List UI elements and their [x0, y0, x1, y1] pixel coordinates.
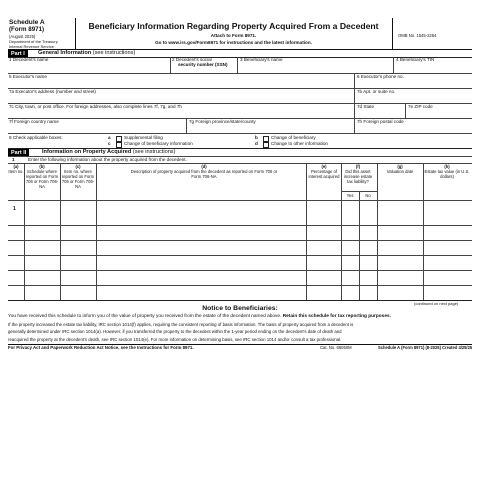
form-number: (Form 8971): [9, 26, 45, 33]
field-decedent-ssn: 2 Decedent's social: [172, 57, 212, 62]
col-g-text: Valuation date: [386, 169, 414, 174]
privacy-notice: For Privacy Act and Paperwork Reduction Act Notice, see the Instructions for Form 8971.: [8, 345, 194, 350]
checkbox-d-letter: d: [255, 141, 258, 146]
table-row: [8, 240, 472, 241]
notice-line-3: generally determined under IRC section 1014(a). However, if you transferred the property to the decedent within the 1-year period ending on the decedent's date of death and: [8, 329, 342, 334]
col-b-text: Schedule where reported on Form 706 or Form 706-NA: [25, 169, 59, 189]
col-g-letter: (g): [397, 164, 403, 169]
part2-title-text: Information on Property Acquired: [42, 149, 132, 155]
col-h-text: Estate tax value (in U.S. dollars): [424, 169, 470, 179]
catalog-number: Cat. No. 66050M: [320, 345, 352, 350]
part1-title: [38, 51, 135, 57]
col-d-letter: (d): [201, 164, 207, 169]
form-title: Beneficiary Information Regarding Property Acquired From a Decedent: [88, 21, 379, 31]
field-decedent-name: 1 Decedent's name: [9, 57, 49, 62]
notice-title: Notice to Beneficiaries:: [202, 305, 278, 312]
col-d-header: [130, 164, 278, 179]
col-c-text: Item no. where reported on Form 706 or Form 706-NA: [61, 169, 95, 189]
field-state: 7d State: [357, 104, 375, 109]
col-h-header: [424, 164, 470, 179]
checkbox-change-beneficiary-info-label: Change of beneficiary information: [124, 141, 193, 146]
field-beneficiary-name: 3 Beneficiary's name: [240, 57, 283, 62]
field-zip: 7e ZIP code: [408, 104, 433, 109]
field-foreign-province: 7g Foreign province/state/county: [189, 119, 256, 124]
checkbox-b-letter: b: [255, 135, 258, 140]
checkbox-supplemental-filing-label: Supplemental filing: [124, 135, 163, 140]
revision-date: (August 2025): [9, 34, 36, 39]
table-row: [8, 255, 472, 256]
checkbox-change-beneficiary-label: Change of beneficiary: [271, 135, 316, 140]
checkbox-change-other-info-label: Change to other information: [271, 141, 328, 146]
checkbox-change-beneficiary-info[interactable]: [116, 142, 122, 148]
omb-number: OMB No. 1545-2264: [398, 33, 437, 38]
item-number-1: 1: [13, 206, 16, 212]
field-check-boxes-label: 8 Check applicable boxes:: [9, 135, 63, 140]
notice-retain: Retain this schedule for tax reporting purposes.: [282, 314, 391, 319]
col-e-header: [308, 164, 340, 179]
checkbox-c-letter: c: [108, 141, 111, 146]
col-g-header: [378, 164, 422, 174]
attach-instruction: Attach to Form 8971.: [210, 33, 257, 38]
col-f-yes: Yes: [346, 192, 354, 198]
table-bottom-border: [8, 300, 472, 301]
part2-title-note: (see instructions): [132, 149, 176, 155]
col-a-text: Item no.: [8, 169, 24, 174]
col-b-letter: (b): [39, 164, 45, 169]
line1-number: 1: [12, 156, 15, 162]
field-city: 7c City, town, or post office. For foreign addresses, also complete lines 7f, 7g, and 7h: [9, 104, 182, 109]
part1-title-note: (see instructions): [92, 50, 136, 56]
field-beneficiary-tin: 4 Beneficiary's TIN: [396, 57, 435, 62]
checkbox-change-other-info[interactable]: [263, 142, 269, 148]
col-e-letter: (e): [321, 164, 327, 169]
part2-badge: Part II: [8, 149, 29, 156]
notice-line-1: [8, 315, 391, 320]
col-h-letter: (h): [444, 164, 450, 169]
col-a-header: [8, 164, 24, 174]
part1-title-text: General Information: [38, 50, 92, 56]
department-line: Department of the Treasury: [9, 39, 58, 44]
col-b-header: [25, 164, 59, 189]
notice-line-1-text: You have received this schedule to inform you of the value of property you received from the estate of the decedent named above.: [8, 314, 283, 319]
line1-instruction: Enter the following information about the property acquired from the decedent.: [28, 156, 187, 162]
field-executor-name: 5 Executor's name: [9, 74, 47, 79]
table-row: [8, 225, 472, 226]
checkbox-a-letter: a: [108, 135, 111, 140]
notice-line-4: reacquired the property at the decedent's death, see IRC section 1014(e). For more information on determining basis, see IRC section 1014 and/or consult a tax professional.: [8, 336, 342, 342]
col-d-text: Description of property acquired from the decedent as reported on Form 706 or Form 706-NA: [130, 169, 278, 179]
notice-line-2: If the property increased the estate tax liability, IRC section 1014(f) applies, requiring the consistent reporting of basis information. The basis of property acquired from a decedent is: [8, 321, 354, 327]
field-executor-phone: 6 Executor's phone no.: [357, 74, 404, 79]
field-foreign-postal: 7h Foreign postal code: [357, 119, 404, 124]
field-executor-address: 7a Executor's address (number and street): [9, 89, 96, 94]
col-c-letter: (c): [75, 164, 81, 169]
col-e-text: Percentage of interest acquired: [308, 169, 340, 179]
col-f-text: Did this asset increase estate tax liability?: [343, 169, 373, 184]
agency-line: Internal Revenue Service: [9, 43, 54, 49]
field-decedent-ssn-line2: security number (SSN): [178, 62, 228, 67]
col-c-header: [61, 164, 95, 189]
field-apt-suite: 7b Apt. or suite no.: [357, 89, 396, 94]
part1-badge: Part I: [8, 50, 28, 57]
part2-title: [42, 150, 175, 156]
table-row: [8, 285, 472, 286]
col-f-letter: (f): [355, 164, 361, 169]
col-f-header: [341, 164, 375, 184]
form-identifier: Schedule A (Form 8971) (8-2025) Created 4/25/25: [378, 345, 473, 350]
table-row: [8, 270, 472, 271]
col-f-no: No: [365, 192, 371, 198]
schedule-name: Schedule A: [9, 19, 45, 26]
website-instruction: Go to www.irs.gov/Form8971 for instructions and the latest information.: [155, 40, 312, 45]
continued-note: (continued on next page): [414, 301, 459, 306]
col-a-letter: (a): [13, 164, 19, 169]
field-foreign-country: 7f Foreign country name: [9, 119, 59, 124]
